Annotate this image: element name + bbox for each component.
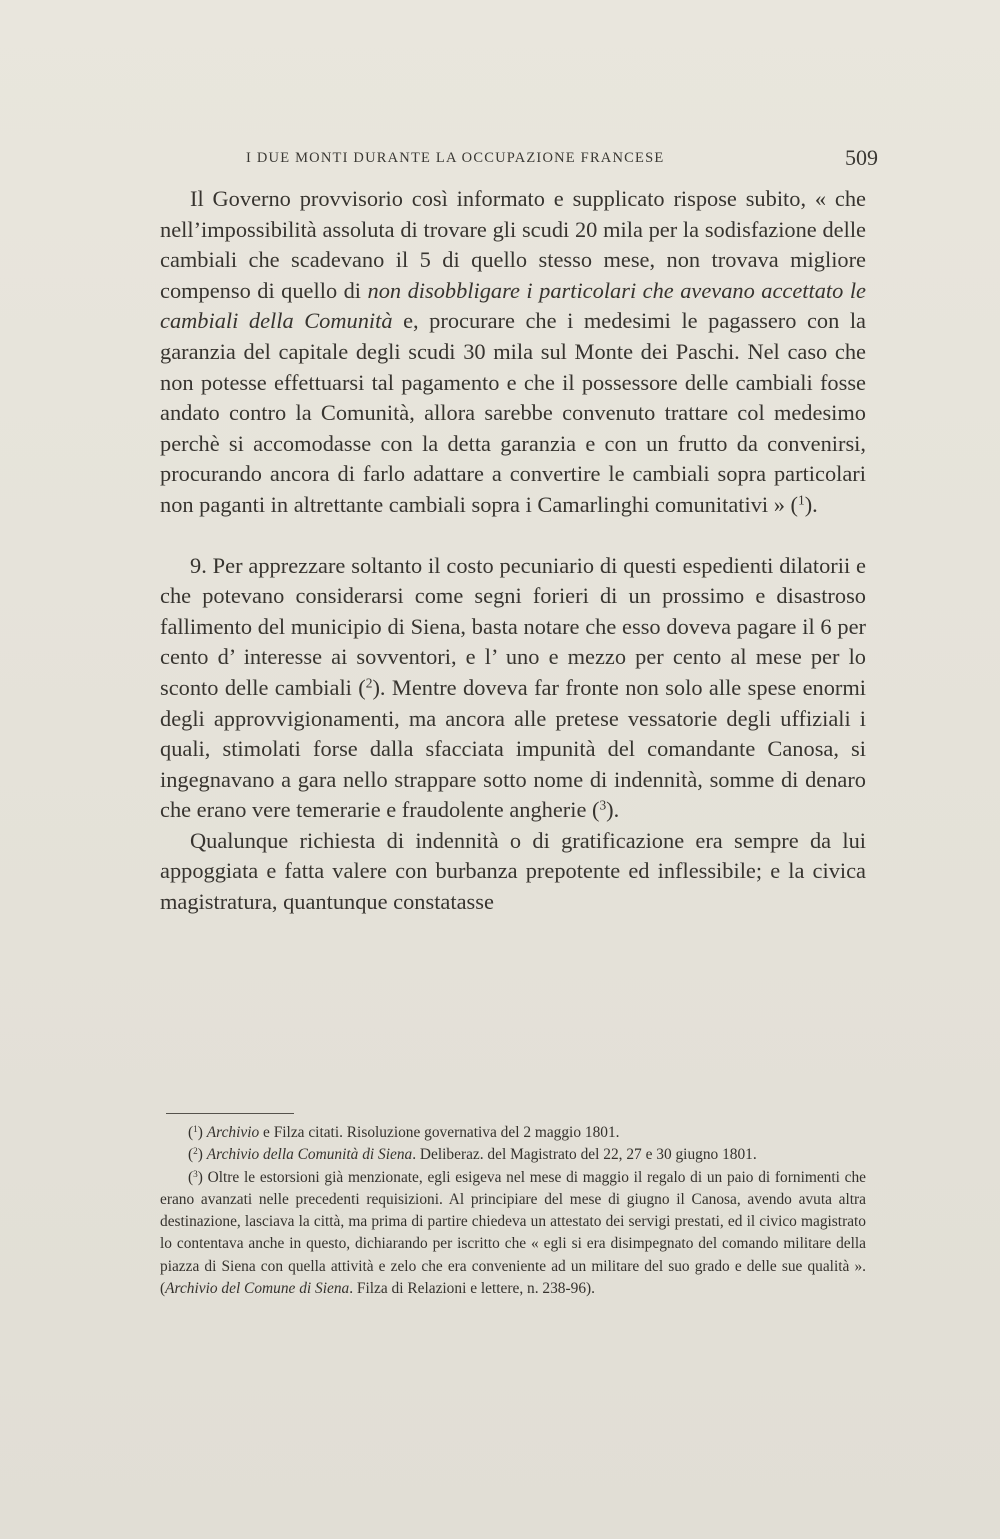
footnote-3-open: ( [188,1168,194,1186]
paragraph-3-text-a: Qualunque richiesta di indennità o di gratificazione era sempre da lui appoggiata e fatta valere con burbanza prepotente ed inflessibile; e la civica magistratura, quantunque constatasse [160,827,866,915]
paragraph-1-quote-italic: non disobbligare i particolari che avevano accettato le cambiali della Comunità [160,277,866,334]
paragraph-2-text-e: ). [606,797,620,823]
footnote-2-text: . Deliberaz. del Magistrato del 22, 27 e 30 giugno 1801. [412,1146,757,1164]
footnote-1-close: ) [197,1124,207,1141]
page-number: 509 [845,145,878,170]
running-head-title: I DUE MONTI DURANTE LA OCCUPAZIONE FRANCESE [246,150,665,166]
paragraph-1-text-e: ). [804,491,818,517]
footnote-ref-1: 1 [797,492,805,508]
footnotes [160,1122,866,1300]
running-head [246,145,878,172]
footnote-3-mark: 3 [193,1168,198,1179]
main-text [160,184,866,918]
paragraph-3 [160,826,866,918]
footnote-divider [166,1113,294,1114]
footnote-3-source: Archivio del Comune di Siena [165,1280,350,1298]
footnote-3 [160,1167,866,1301]
footnote-3-text: ) Oltre le estorsioni già menzionate, egli esigeva nel mese di maggio il regalo di un paio di fornimenti che erano avanzati nelle precedenti requisizioni. Al principiare del mese di giugno il Canosa, avendo avuta altra destinazione, lasciava la città, ma prima di partire chiedeva un attestato dei servigi prestati, ed il civico magistrato lo contentava anche in questo, dichiarando per iscritto che « egli si era disimpegnato del comando militare della piazza di Siena con quella attività e zelo che era conveniente ad un militare del suo grado e delle sue qualità ». ( [160,1168,866,1298]
footnote-1 [160,1122,866,1144]
footnote-2-mark: 2 [193,1146,198,1157]
footnote-1-mark: 1 [193,1123,198,1134]
paragraph-1-text-a: Il Governo provvisorio così informato e supplicato rispose subito, « che nell’impossibilità assoluta di trovare gli scudi 20 mila per la sodisfazione delle cambiali che scadevano il 5 di quello stesso mese, non trovava migliore compenso di quello di [160,186,866,303]
paragraph-2-text-a: 9. Per apprezzare soltanto il costo pecuniario di questi espedienti dilatorii e che potevano considerarsi come segni forieri di un prossimo e disastroso fallimento del municipio di Siena, basta notare che esso doveva pagare il 6 per cento d’ interesse ai sovventori, e l’ uno e mezzo per cento al mese per lo sconto delle cambiali ( [160,552,866,700]
footnote-2-close: ) [197,1146,207,1164]
footnote-ref-2: 2 [365,675,373,691]
footnote-2-open: ( [188,1146,194,1164]
paragraph-2 [160,551,866,826]
paragraph-2-text-c: ). Mentre doveva far fronte non solo alle spese enormi degli approvvigionamenti, ma ancora alle pretese vessatorie degli uffiziali i quali, stimolati forse dalla sfacciata impunità del comandante Canosa, si ingegnavano a gara nello strappare sotto nome di indennità, somme di denaro che erano vere temerarie e fraudolente angherie ( [160,674,866,823]
footnote-2 [160,1144,866,1166]
paragraph-1 [160,184,866,521]
footnote-1-open: ( [188,1124,194,1141]
footnote-1-source: Archivio [206,1124,260,1141]
footnote-2-source: Archivio della Comunità di Siena [206,1146,413,1164]
paragraph-1-text-c: e, procurare che i medesimi le pagassero con la garanzia del capitale degli scudi 30 mila sul Monte dei Paschi. Nel caso che non potesse effettuarsi tal pagamento e che il possessore delle cambiali fosse andato contro la Comunità, allora sarebbe convenuto trattare col medesimo perchè si accomodasse con la detta garanzia e con un frutto da convenirsi, procurando ancora di farlo adattare a convertire le cambiali sopra particolari non paganti in altrettante cambiali sopra i Camarlinghi comunitativi » ( [160,308,866,517]
footnote-3-end: . Filza di Relazioni e lettere, n. 238-96). [349,1280,595,1298]
footnote-ref-3: 3 [599,797,607,813]
footnote-1-text: e Filza citati. Risoluzione governativa del 2 maggio 1801. [259,1124,620,1141]
